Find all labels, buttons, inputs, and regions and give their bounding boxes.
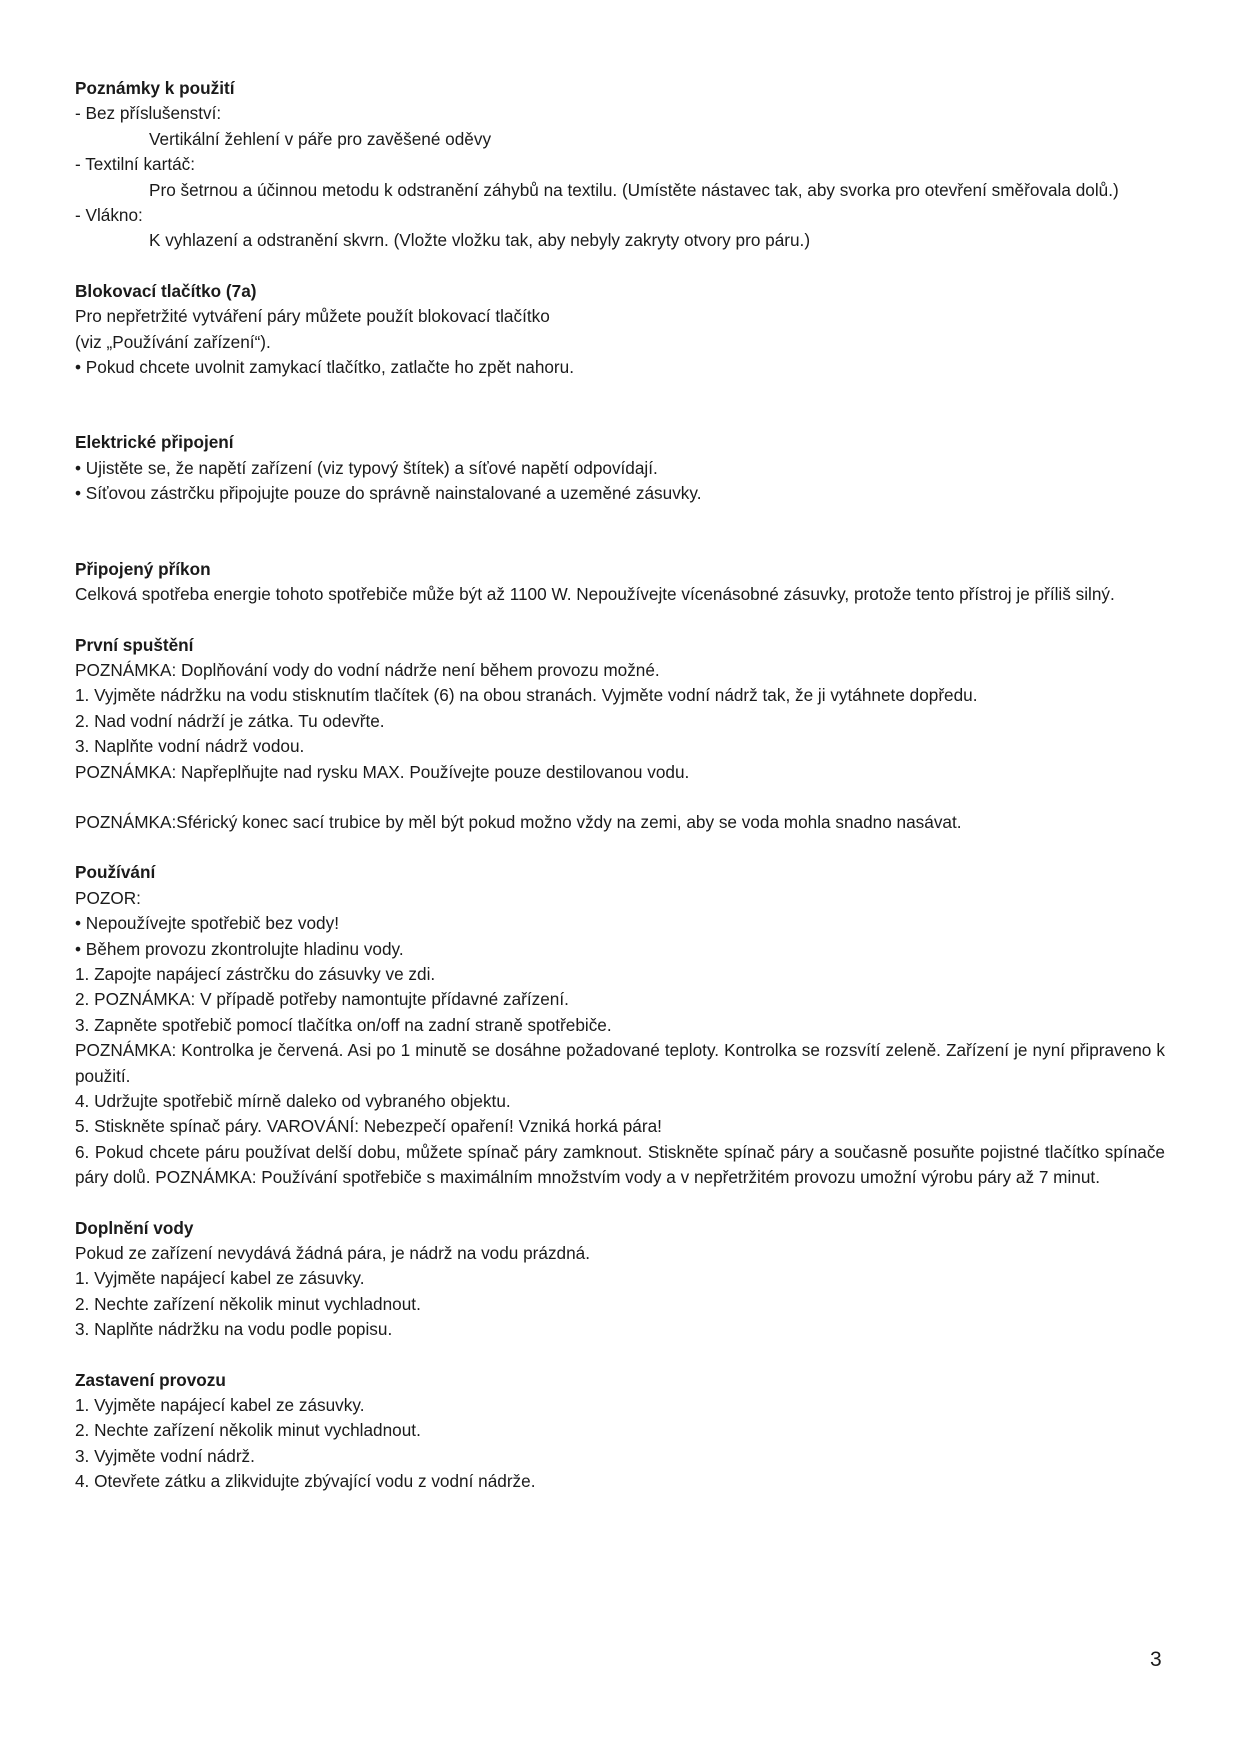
section-heading-electric: Elektrické připojení — [75, 432, 234, 453]
document-page — [75, 76, 1165, 1495]
paragraph: Celková spotřeba energie tohoto spotřebiče může být až 1100 W. Nepoužívejte vícenásobné zásuvky, protože tento přístroj je příliš silný. — [75, 584, 1115, 605]
bullet-item: • Během provozu zkontrolujte hladinu vody. — [75, 938, 404, 959]
paragraph-line: POZNÁMKA: Doplňování vody do vodní nádrže není během provozu možné. — [75, 659, 660, 680]
section-heading-usage: Používání — [75, 862, 156, 883]
list-item: 1. Zapojte napájecí zástrčku do zásuvky ve zdi. — [75, 963, 436, 984]
paragraph-line: Pro nepřetržité vytváření páry můžete použít blokovací tlačítko — [75, 306, 550, 327]
notes-item-text: K vyhlazení a odstranění skvrn. (Vložte vložku tak, aby nebyly zakryty otvory pro páru.) — [149, 230, 811, 251]
notes-item-text: Vertikální žehlení v páře pro zavěšené oděvy — [149, 128, 492, 149]
list-item: 2. Nechte zařízení několik minut vychladnout. — [75, 1293, 421, 1314]
notes-item-text: Pro šetrnou a účinnou metodu k odstranění záhybů na textilu. (Umístěte nástavec tak, aby svorka pro otevření směřovala dolů.) — [149, 179, 1119, 200]
notes-item-label: - Vlákno: — [75, 205, 143, 226]
list-item: 6. Pokud chcete páru používat delší dobu, můžete spínač páry zamknout. Stiskněte spínač páry a současně posuňte pojistné tlačítko spínače páry dolů. POZNÁMKA: Používání spotřebiče s maximálním množstvím vody a v nepřetržitém provozu umožní výrobu páry až 7 minut. — [75, 1141, 1165, 1188]
list-item: 2. POZNÁMKA: V případě potřeby namontujte přídavné zařízení. — [75, 989, 569, 1010]
bullet-item: • Ujistěte se, že napětí zařízení (viz typový štítek) a síťové napětí odpovídají. — [75, 457, 658, 478]
section-heading-lock-button: Blokovací tlačítko (7a) — [75, 280, 257, 301]
section-heading-refill: Doplnění vody — [75, 1217, 194, 1238]
bullet-item: • Pokud chcete uvolnit zamykací tlačítko, zatlačte ho zpět nahoru. — [75, 357, 574, 378]
list-item: 3. Vyjměte vodní nádrž. — [75, 1445, 255, 1466]
list-item: 2. Nad vodní nádrží je zátka. Tu odevřte. — [75, 710, 385, 731]
list-item: 1. Vyjměte nádržku na vodu stisknutím tlačítek (6) na obou stranách. Vyjměte vodní nádrž tak, že ji vytáhnete dopředu. — [75, 685, 978, 706]
list-item: 4. Otevřete zátku a zlikvidujte zbývající vodu z vodní nádrže. — [75, 1471, 536, 1492]
list-item: 3. Naplňte vodní nádrž vodou. — [75, 736, 305, 757]
list-item: 1. Vyjměte napájecí kabel ze zásuvky. — [75, 1395, 365, 1416]
section-heading-first-start: První spuštění — [75, 634, 194, 655]
section-heading-power: Připojený příkon — [75, 558, 211, 579]
section-heading-usage-notes: Poznámky k použití — [75, 78, 235, 98]
paragraph: POZNÁMKA: Kontrolka je červená. Asi po 1 minutě se dosáhne požadované teploty. Kontrolka se rozsvítí zeleně. Zařízení je nyní připraveno k použití. — [75, 1040, 1165, 1086]
notes-item-label: - Textilní kartáč: — [75, 154, 196, 175]
notes-item-label: - Bez příslušenství: — [75, 103, 222, 124]
list-item: 2. Nechte zařízení několik minut vychladnout. — [75, 1420, 421, 1441]
paragraph-line: POZNÁMKA: Napřeplňujte nad rysku MAX. Používejte pouze destilovanou vodu. — [75, 761, 690, 782]
list-item: 5. Stiskněte spínač páry. VAROVÁNÍ: Nebezpečí opaření! Vzniká horká pára! — [75, 1116, 662, 1137]
list-item: 1. Vyjměte napájecí kabel ze zásuvky. — [75, 1268, 365, 1289]
bullet-item: • Síťovou zástrčku připojujte pouze do správně nainstalované a uzeměné zásuvky. — [75, 483, 702, 504]
list-item: 3. Zapněte spotřebič pomocí tlačítka on/off na zadní straně spotřebiče. — [75, 1014, 612, 1035]
section-heading-shutdown: Zastavení provozu — [75, 1369, 226, 1390]
list-item: 4. Udržujte spotřebič mírně daleko od vybraného objektu. — [75, 1091, 511, 1111]
list-item: 3. Naplňte nádržku na vodu podle popisu. — [75, 1319, 393, 1340]
bullet-item: • Nepoužívejte spotřebič bez vody! — [75, 913, 339, 934]
paragraph-line: POZOR: — [75, 887, 141, 908]
note-line: POZNÁMKA:Sférický konec sací trubice by měl být pokud možno vždy na zemi, aby se voda mohla snadno nasávat. — [75, 811, 962, 832]
paragraph-line: Pokud ze zařízení nevydává žádná pára, je nádrž na vodu prázdná. — [75, 1243, 591, 1264]
paragraph-line: (viz „Používání zařízení“). — [75, 331, 271, 352]
page-number: 3 — [1150, 1648, 1162, 1671]
